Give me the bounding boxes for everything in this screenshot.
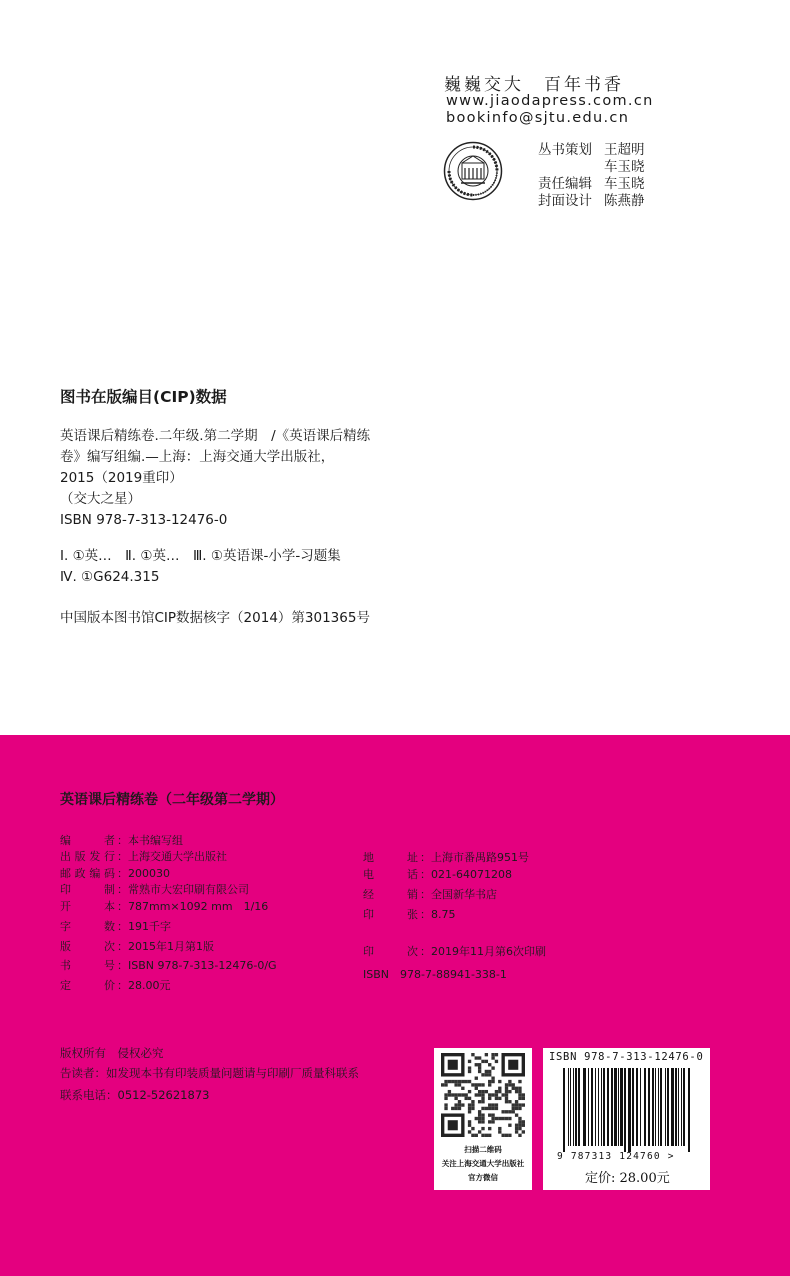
info-value: 常熟市大宏印刷有限公司 [128, 883, 249, 896]
credit-role: 责任编辑 [538, 176, 592, 192]
credit-row [538, 193, 645, 210]
credits-list [538, 142, 645, 210]
info-row: 字 数 ：191千字 [60, 920, 171, 933]
cip-line: 英语课后精练卷.二年级.第二学期 /《英语课后精练 [60, 428, 371, 444]
info-row: 定 价 ：28.00元 [60, 979, 171, 992]
qr-caption: 扫描二维码 [464, 1145, 502, 1154]
university-seal-icon [443, 141, 503, 201]
info-label: 书 号 [60, 959, 115, 972]
cip-line: 卷》编写组编.—上海：上海交通大学出版社， [60, 449, 335, 465]
info-value: 全国新华书店 [431, 888, 497, 901]
credit-name: 王超明 [604, 142, 645, 158]
credit-row [538, 142, 645, 159]
barcode-icon [561, 1068, 693, 1152]
info-row: 出版发行 ：上海交通大学出版社 [60, 850, 227, 863]
publisher-email[interactable]: bookinfo@sjtu.edu.cn [446, 110, 630, 126]
cip-class-line: Ⅳ. ①G624.315 [60, 569, 160, 585]
info-value: 8.75 [431, 908, 456, 921]
info-label: 编 者 [60, 834, 115, 847]
book-title: 英语课后精练卷（二年级第二学期） [60, 792, 284, 808]
qr-caption: 关注上海交通大学出版社 [441, 1159, 525, 1168]
credit-name: 车玉晓 [604, 159, 645, 175]
credit-role [538, 159, 604, 176]
credit-name: 车玉晓 [604, 176, 645, 192]
qr-card[interactable] [434, 1048, 532, 1190]
info-value: 787mm×1092 mm 1/16 [128, 900, 269, 913]
info-row [363, 968, 546, 986]
qr-caption: 官方微信 [468, 1173, 498, 1182]
barcode-price: 定价: 28.00元 [585, 1171, 670, 1186]
info-value: 2019年11月第6次印刷 [431, 945, 546, 958]
cip-class-line: Ⅰ. ①英… Ⅱ. ①英… Ⅲ. ①英语课-小学-习题集 [60, 548, 341, 564]
cip-line: （交大之星） [60, 491, 141, 507]
info-row: 编 者 ：本书编写组 [60, 834, 183, 847]
publisher-website[interactable]: www.jiaodapress.com.cn [446, 93, 654, 109]
info-value: 200030 [128, 867, 170, 880]
credit-role: 丛书策划 [538, 142, 592, 158]
credit-role: 封面设计 [538, 193, 592, 209]
info-row: 开 本 ：787mm×1092 mm 1/16 [60, 900, 269, 913]
qr-code-icon[interactable] [441, 1053, 525, 1137]
info-label: 地 址 [363, 851, 418, 864]
info-label: 电 话 [363, 868, 418, 881]
cip-isbn: ISBN 978-7-313-12476-0 [60, 512, 228, 528]
cip-classification [60, 546, 341, 588]
reader-notice: 告读者：如发现本书有印装质量问题请与印刷厂质量科联系 [60, 1066, 359, 1080]
info-label: 经 销 [363, 888, 418, 901]
info-row: 版 次 ：2015年1月第1版 [60, 940, 214, 953]
info-label: 印 制 [60, 883, 115, 896]
info-row: 地 址 ：上海市番禺路951号 [363, 851, 529, 864]
left-info [60, 834, 277, 997]
info-row: 印 制 ：常熟市大宏印刷有限公司 [60, 883, 249, 896]
publisher-motto: 巍巍交大 百年书香 [444, 75, 624, 95]
barcode-card [543, 1048, 710, 1190]
info-label: 字 数 [60, 920, 115, 933]
info-row: 邮政编码 ：200030 [60, 867, 170, 880]
info-value: 28.00元 [128, 979, 171, 992]
info-value: 本书编写组 [128, 834, 183, 847]
cip-description [60, 426, 370, 531]
info-value: 上海市番禺路951号 [431, 851, 529, 864]
contact-phone: 联系电话：0512-52621873 [60, 1088, 210, 1102]
info-value: 上海交通大学出版社 [128, 850, 227, 863]
info-label: 出版发行 [60, 850, 115, 863]
credit-row [538, 159, 645, 176]
info-label: 邮政编码 [60, 867, 115, 880]
info-value: 191千字 [128, 920, 171, 933]
info-row: 书 号 ：ISBN 978-7-313-12476-0/G [60, 959, 277, 972]
cip-title: 图书在版编目(CIP)数据 [60, 388, 227, 406]
info-row: 电 话 ：021-64071208 [363, 868, 512, 881]
magenta-band [0, 735, 790, 1276]
info-label: ISBN [363, 968, 390, 981]
info-label: 开 本 [60, 900, 115, 913]
info-row: 印 张 ：8.75 [363, 908, 456, 921]
info-value: 021-64071208 [431, 868, 512, 881]
info-label: 印 张 [363, 908, 418, 921]
info-label: 版 次 [60, 940, 115, 953]
barcode-digits: 9 787313 124760 > [557, 1151, 675, 1162]
cip-record: 中国版本图书馆CIP数据核字（2014）第301365号 [60, 610, 370, 626]
info-value: 978-7-88941-338-1 [400, 968, 507, 981]
cip-line: 2015（2019重印） [60, 470, 183, 486]
info-label: 印 次 [363, 945, 418, 958]
barcode-isbn: ISBN 978-7-313-12476-0 [549, 1051, 704, 1063]
info-value: ISBN 978-7-313-12476-0/G [128, 959, 277, 972]
info-value: 2015年1月第1版 [128, 940, 214, 953]
copyright-notice: 版权所有 侵权必究 [60, 1046, 164, 1060]
info-row: 印 次 ：2019年11月第6次印刷 [363, 945, 546, 958]
info-row: 经 销 ：全国新华书店 [363, 888, 497, 901]
right-info [363, 851, 546, 986]
info-label: 定 价 [60, 979, 115, 992]
credit-row [538, 176, 645, 193]
credit-name: 陈燕静 [604, 193, 645, 209]
